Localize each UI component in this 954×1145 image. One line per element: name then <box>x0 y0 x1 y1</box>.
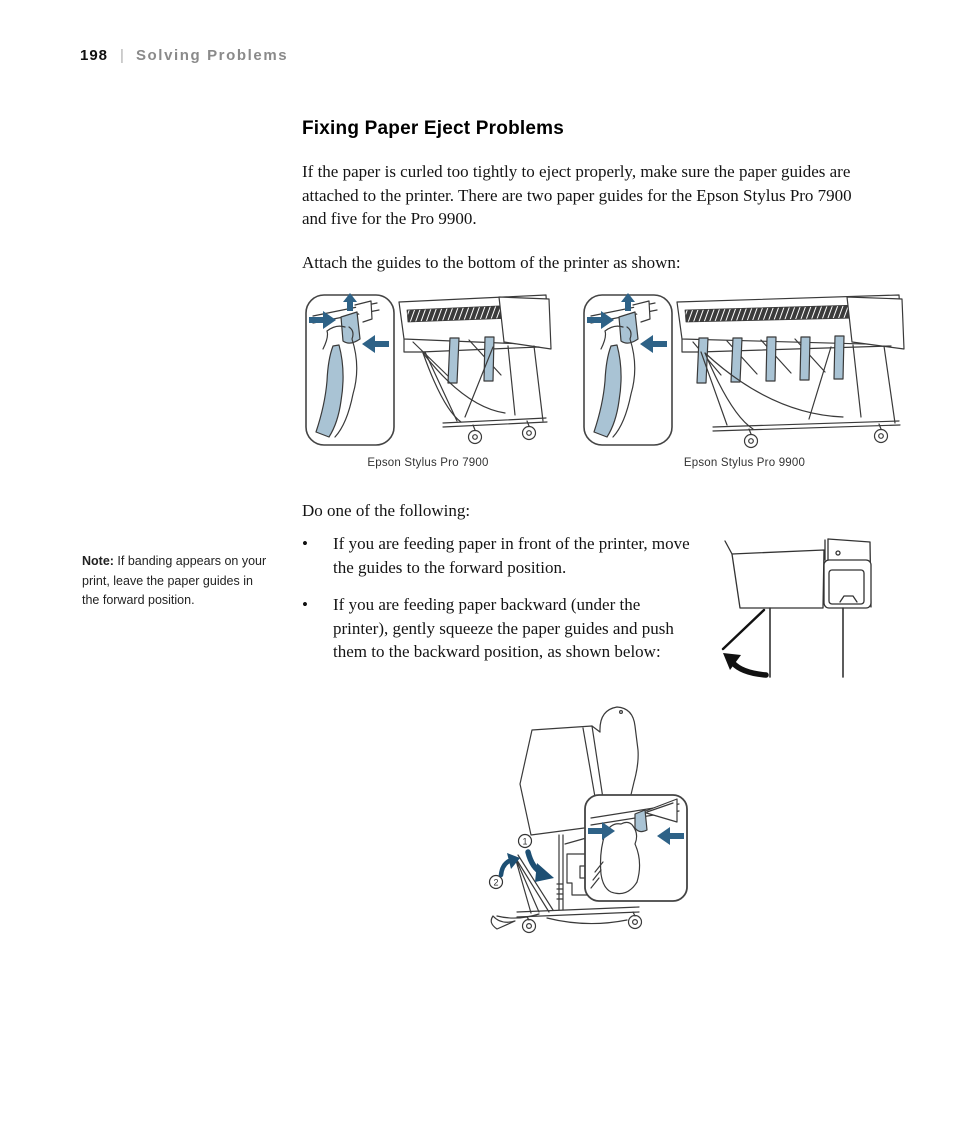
caption-pro-7900: Epson Stylus Pro 7900 <box>367 457 489 469</box>
bullet-text-backward: If you are feeding paper backward (under the printer), gently squeeze the paper guides and push them to the backward position, as shown below: <box>333 595 674 661</box>
figure-backward-position-steps <box>487 702 692 937</box>
margin-note <box>82 552 270 611</box>
attach-paragraph: Attach the guides to the bottom of the printer as shown: <box>302 253 681 272</box>
step-2-number: 2 <box>493 877 499 888</box>
note-label: Note: <box>82 554 114 568</box>
figure-guide-forward-detail <box>712 536 890 681</box>
bullet-icon: • <box>302 595 308 614</box>
bullet-icon: • <box>302 534 308 553</box>
step-2-arrow-icon <box>501 861 509 875</box>
note-text: If banding appears on your print, leave the paper guides in the forward position. <box>82 554 267 607</box>
do-one-paragraph: Do one of the following: <box>302 501 471 520</box>
bullet-text-forward: If you are feeding paper in front of the printer, move the guides to the forward position. <box>333 534 690 577</box>
list-item <box>302 532 702 579</box>
step-1-arrowhead-icon <box>535 863 554 882</box>
bullet-list <box>302 532 702 678</box>
intro-paragraph: If the paper is curled too tightly to eject properly, make sure the paper guides are attached to the printer. There are two paper guides for the Epson Stylus Pro 7900 and five for the Pro 9900. <box>302 162 852 228</box>
caption-pro-9900: Epson Stylus Pro 9900 <box>683 457 806 469</box>
printer-corner-illustration <box>712 536 890 681</box>
header-section-title: Solving Problems <box>135 47 289 64</box>
page-header <box>80 47 288 64</box>
section-title: Fixing Paper Eject Problems <box>302 118 564 139</box>
header-divider: | <box>120 47 124 64</box>
printer-7900-illustration <box>303 289 553 451</box>
step-1-marker <box>519 835 532 848</box>
step-2-marker <box>490 876 503 889</box>
printer-sideview-illustration <box>487 702 692 937</box>
step-1-number: 1 <box>522 836 528 847</box>
curved-arrow-icon <box>733 663 766 675</box>
figure-pro-9900 <box>581 289 908 469</box>
list-item <box>302 593 702 664</box>
figure-pro-7900 <box>303 289 553 469</box>
page-number: 198 <box>80 47 109 64</box>
printer-9900-illustration <box>581 289 908 451</box>
